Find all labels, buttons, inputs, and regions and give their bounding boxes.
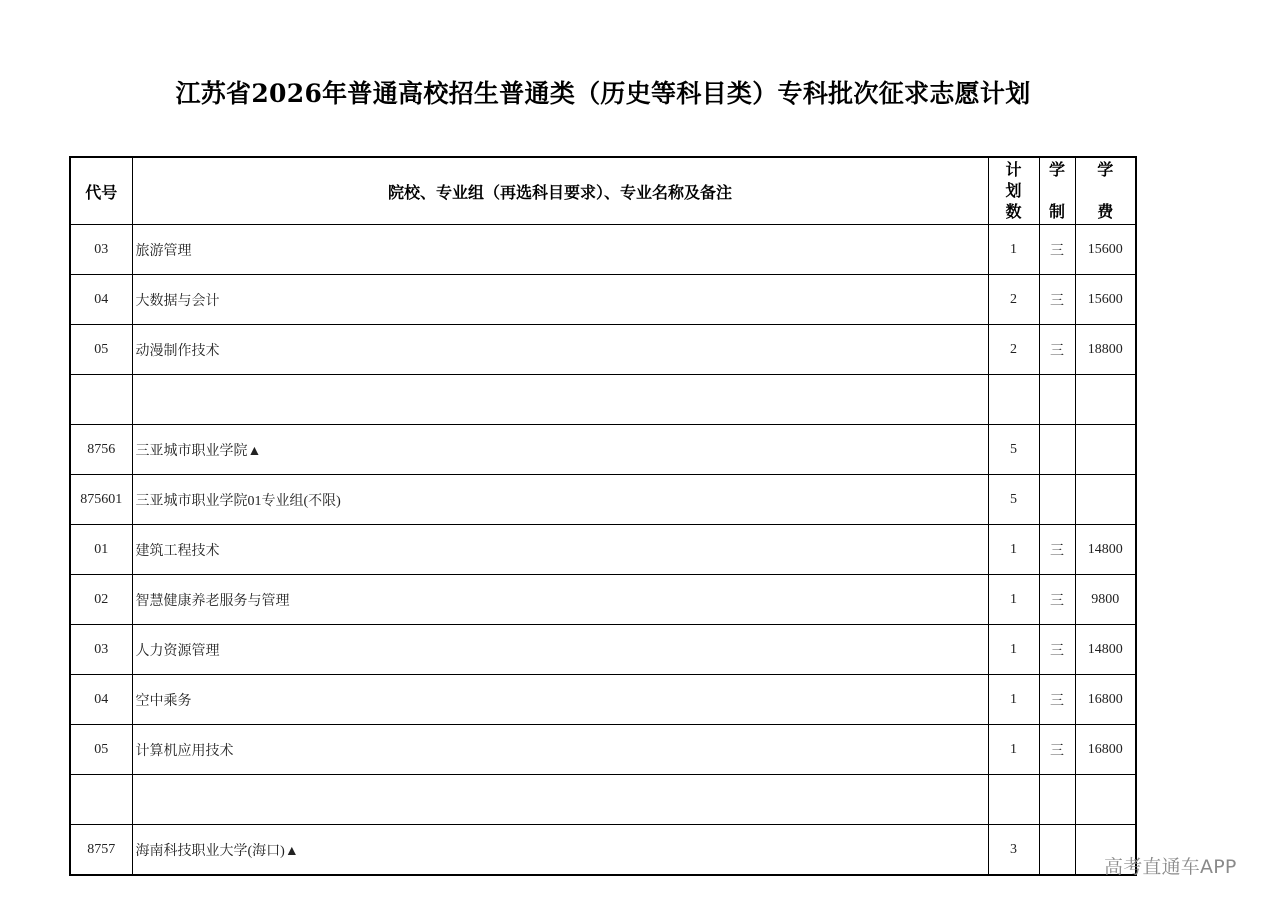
cell-duration: 三 <box>1039 675 1075 725</box>
cell-code: 04 <box>70 675 132 725</box>
cell-plan-count: 1 <box>988 675 1039 725</box>
cell-duration: 三 <box>1039 325 1075 375</box>
cell-duration <box>1039 425 1075 475</box>
cell-code: 03 <box>70 225 132 275</box>
cell-code: 03 <box>70 625 132 675</box>
cell-plan-count: 2 <box>988 325 1039 375</box>
cell-name: 动漫制作技术 <box>132 325 988 375</box>
cell-name <box>132 375 988 425</box>
header-duration: 学 制 <box>1039 157 1075 225</box>
cell-fee: 18800 <box>1075 325 1136 375</box>
cell-fee: 14800 <box>1075 525 1136 575</box>
cell-code: 01 <box>70 525 132 575</box>
cell-fee <box>1075 775 1136 825</box>
cell-plan-count: 1 <box>988 575 1039 625</box>
cell-plan-count: 1 <box>988 525 1039 575</box>
cell-code: 05 <box>70 725 132 775</box>
header-fee: 学 费 <box>1075 157 1136 225</box>
cell-plan-count <box>988 775 1039 825</box>
cell-plan-count: 1 <box>988 225 1039 275</box>
table-row <box>70 275 1136 325</box>
cell-name: 旅游管理 <box>132 225 988 275</box>
cell-name: 三亚城市职业学院▲ <box>132 425 988 475</box>
cell-name: 空中乘务 <box>132 675 988 725</box>
cell-fee: 14800 <box>1075 625 1136 675</box>
cell-fee: 16800 <box>1075 675 1136 725</box>
table-row <box>70 725 1136 775</box>
cell-duration <box>1039 775 1075 825</box>
cell-plan-count: 3 <box>988 825 1039 876</box>
cell-plan-count: 1 <box>988 725 1039 775</box>
table-row <box>70 675 1136 725</box>
cell-plan-count: 5 <box>988 475 1039 525</box>
table-header-row <box>70 157 1136 225</box>
cell-fee: 15600 <box>1075 225 1136 275</box>
cell-name: 大数据与会计 <box>132 275 988 325</box>
cell-code: 05 <box>70 325 132 375</box>
table-row <box>70 525 1136 575</box>
cell-duration: 三 <box>1039 625 1075 675</box>
table-row <box>70 475 1136 525</box>
table-row <box>70 225 1136 275</box>
table-row <box>70 425 1136 475</box>
header-plan-count: 计 划 数 <box>988 157 1039 225</box>
cell-duration <box>1039 375 1075 425</box>
cell-fee <box>1075 375 1136 425</box>
cell-name: 计算机应用技术 <box>132 725 988 775</box>
cell-duration: 三 <box>1039 525 1075 575</box>
cell-duration: 三 <box>1039 275 1075 325</box>
cell-plan-count: 2 <box>988 275 1039 325</box>
cell-name: 人力资源管理 <box>132 625 988 675</box>
table-row <box>70 625 1136 675</box>
enrollment-plan-table <box>69 156 1137 876</box>
document-title: 江苏省2026年普通高校招生普通类（历史等科目类）专科批次征求志愿计划 <box>175 79 1031 108</box>
table-row <box>70 825 1136 876</box>
cell-duration: 三 <box>1039 225 1075 275</box>
table-row <box>70 775 1136 825</box>
cell-duration <box>1039 475 1075 525</box>
cell-code: 8756 <box>70 425 132 475</box>
cell-name: 建筑工程技术 <box>132 525 988 575</box>
table-row <box>70 325 1136 375</box>
cell-name: 智慧健康养老服务与管理 <box>132 575 988 625</box>
cell-name: 海南科技职业大学(海口)▲ <box>132 825 988 876</box>
cell-fee: 15600 <box>1075 275 1136 325</box>
cell-duration <box>1039 825 1075 876</box>
cell-code: 875601 <box>70 475 132 525</box>
cell-duration: 三 <box>1039 575 1075 625</box>
cell-fee <box>1075 475 1136 525</box>
cell-code <box>70 775 132 825</box>
cell-duration: 三 <box>1039 725 1075 775</box>
cell-fee <box>1075 425 1136 475</box>
cell-code: 02 <box>70 575 132 625</box>
cell-fee: 9800 <box>1075 575 1136 625</box>
header-name: 院校、专业组（再选科目要求）、专业名称及备注 <box>132 157 988 225</box>
cell-code: 04 <box>70 275 132 325</box>
watermark: 高考直通车APP <box>1104 856 1237 878</box>
cell-code <box>70 375 132 425</box>
header-code: 代号 <box>70 157 132 225</box>
table-row <box>70 575 1136 625</box>
cell-plan-count: 5 <box>988 425 1039 475</box>
cell-plan-count: 1 <box>988 625 1039 675</box>
cell-name: 三亚城市职业学院01专业组(不限) <box>132 475 988 525</box>
cell-code: 8757 <box>70 825 132 876</box>
cell-fee: 16800 <box>1075 725 1136 775</box>
cell-plan-count <box>988 375 1039 425</box>
table-row <box>70 375 1136 425</box>
cell-name <box>132 775 988 825</box>
